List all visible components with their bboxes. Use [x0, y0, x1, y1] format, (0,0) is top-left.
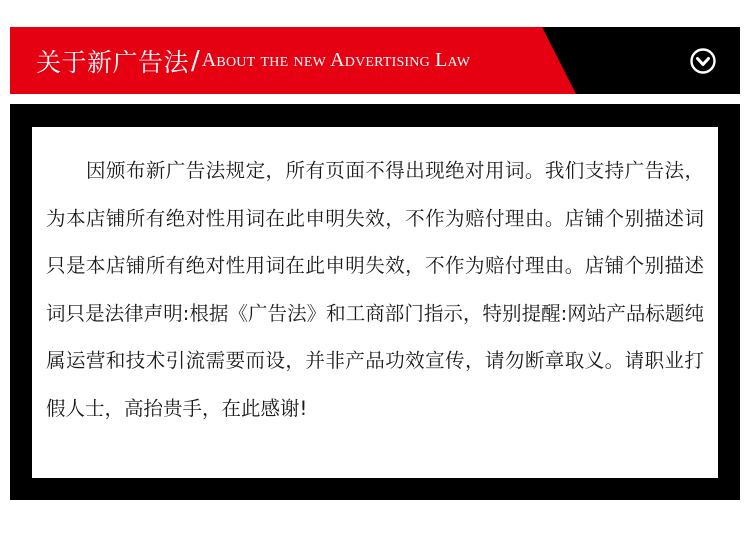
title-english: About the new Advertising Law — [201, 49, 471, 71]
notice-box — [32, 127, 718, 478]
header-banner — [10, 27, 740, 94]
notice-text: 因颁布新广告法规定，所有页面不得出现绝对用词。我们支持广告法，为本店铺所有绝对性用词在此申明失效，不作为赔付理由。店铺个别描述词只是本店铺所有绝对性用词在此申明失效，不作为赔付理由。店铺个别描述词只是法律声明:根据《广告法》和工商部门指示，特别提醒:网站产品标题纯属运营和技术引流需要而设，并非产品功效宣传，请勿断章取义。请职业打假人士，高抬贵手，在此感谢! — [46, 159, 704, 420]
header-title — [36, 27, 470, 94]
chevron-down-circle-icon[interactable] — [689, 47, 717, 75]
title-separator: / — [191, 45, 200, 76]
title-chinese: 关于新广告法 — [36, 47, 190, 77]
